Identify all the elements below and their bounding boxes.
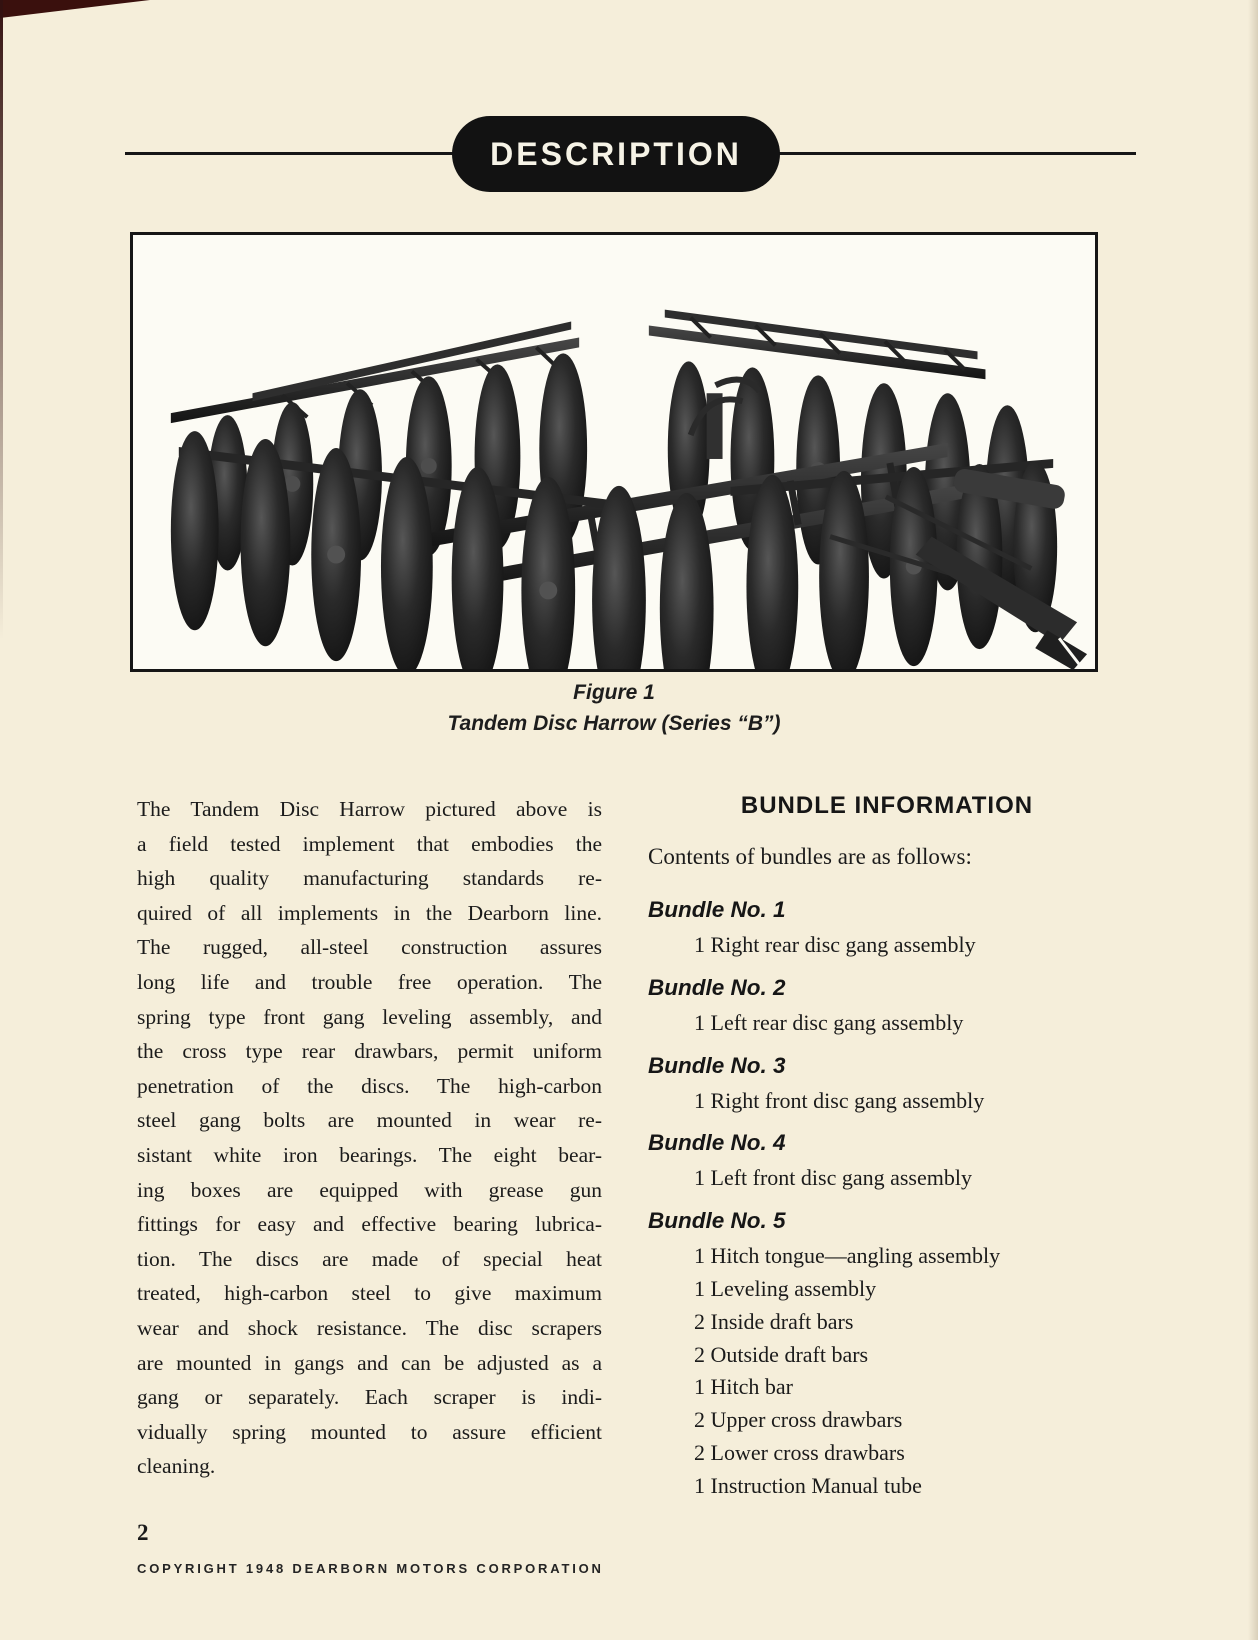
bundle-section [648, 1129, 1126, 1195]
description-line: steel gang bolts are mounted in wear re- [137, 1108, 602, 1133]
description-line: the cross type rear drawbars, permit uniform [137, 1039, 602, 1064]
description-paragraph [137, 792, 602, 1484]
description-line: sistant white iron bearings. The eight bear- [137, 1142, 602, 1167]
page-title: DESCRIPTION [490, 135, 742, 172]
bundle-list [648, 896, 1126, 1503]
bundle-label: Bundle No. 3 [648, 1052, 786, 1078]
figure-caption [130, 678, 1098, 740]
description-line: penetration of the discs. The high-carbon [137, 1073, 602, 1098]
section-title-pill [452, 116, 780, 192]
bundle-item: 1 Left rear disc gang assembly [694, 1009, 964, 1035]
bundle-label: Bundle No. 1 [648, 897, 786, 922]
bundle-section [648, 896, 1126, 962]
description-line: long life and trouble free operation. The [137, 969, 602, 994]
bundle-label: Bundle No. 2 [648, 974, 786, 1000]
bundle-item: 1 Left front disc gang assembly [694, 1165, 972, 1191]
scan-left-edge-artifact [0, 0, 3, 640]
description-line: ing boxes are equipped with grease gun [137, 1177, 602, 1202]
description-line: cleaning. [137, 1454, 216, 1479]
bundle-item: 2 Lower cross drawbars [694, 1439, 905, 1465]
page-number: 2 [137, 1520, 149, 1545]
description-line: fittings for easy and effective bearing lubrica- [137, 1212, 602, 1237]
scan-corner-artifact [0, 0, 150, 18]
copyright-line: COPYRIGHT 1948 DEARBORN MOTORS CORPORATION [137, 1561, 604, 1576]
description-line: treated, high-carbon steel to give maximum [137, 1281, 602, 1306]
description-line: spring type front gang leveling assembly, and [137, 1004, 602, 1029]
bundle-item: 2 Upper cross drawbars [694, 1407, 903, 1433]
description-line: are mounted in gangs and can be adjusted as a [137, 1350, 602, 1375]
bundle-item: 1 Hitch tongue—angling assembly [694, 1243, 1001, 1269]
description-line: The Tandem Disc Harrow pictured above is [137, 797, 602, 821]
bundle-label: Bundle No. 5 [648, 1208, 786, 1234]
bundle-information-intro: Contents of bundles are as follows: [648, 844, 972, 869]
bundle-section [648, 1207, 1126, 1502]
description-line: wear and shock resistance. The disc scrapers [137, 1315, 602, 1340]
bundle-item: 2 Inside draft bars [694, 1308, 854, 1334]
scan-right-edge-shade [1248, 0, 1258, 1640]
bundle-item: 2 Outside draft bars [694, 1341, 869, 1367]
description-line: vidually spring mounted to assure efficient [137, 1419, 602, 1444]
description-line: a field tested implement that embodies the [137, 831, 602, 856]
description-line: gang or separately. Each scraper is indi- [137, 1385, 602, 1410]
description-line: quired of all implements in the Dearborn line. [137, 900, 602, 925]
bundle-item: 1 Leveling assembly [694, 1275, 877, 1301]
tandem-disc-harrow-photo [133, 235, 1095, 669]
bundle-label: Bundle No. 4 [648, 1130, 786, 1156]
bundle-item: 1 Right rear disc gang assembly [694, 932, 976, 957]
bundle-section [648, 1052, 1126, 1118]
description-line: tion. The discs are made of special heat [137, 1246, 602, 1271]
bundle-information-heading: BUNDLE INFORMATION [740, 792, 1034, 819]
description-line: The rugged, all-steel construction assures [137, 935, 602, 960]
bundle-information-section [648, 792, 1126, 1515]
figure-photo-frame [130, 232, 1098, 672]
bundle-item: 1 Hitch bar [694, 1374, 793, 1400]
description-line: high quality manufacturing standards re- [137, 866, 602, 891]
figure-caption-title: Tandem Disc Harrow (Series “B”) [447, 712, 781, 735]
bundle-section [648, 974, 1126, 1040]
figure-caption-number: Figure 1 [573, 681, 655, 704]
bundle-item: 1 Right front disc gang assembly [694, 1087, 985, 1113]
bundle-item: 1 Instruction Manual tube [694, 1472, 922, 1498]
